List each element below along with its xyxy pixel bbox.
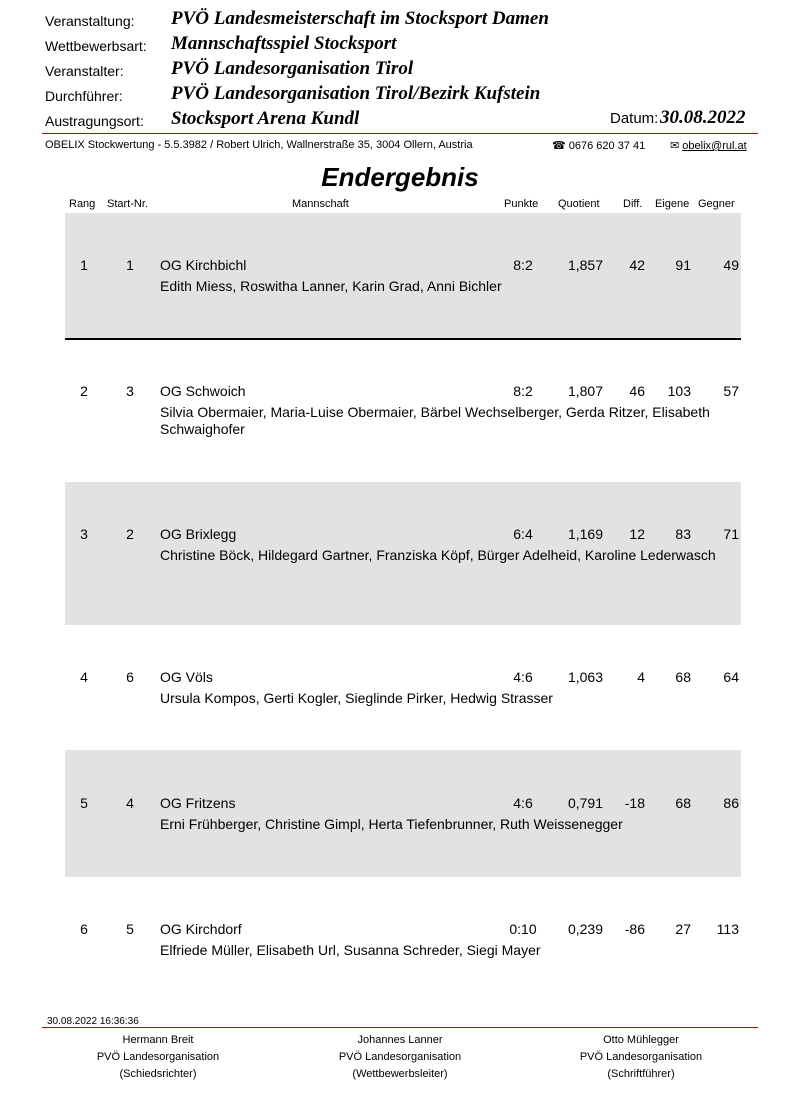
row-separator (65, 338, 741, 340)
signature-org: PVÖ Landesorganisation (96, 1051, 220, 1063)
cell-team: OG Völs (160, 669, 213, 685)
signature-name: Otto Mühlegger (603, 1034, 679, 1046)
cell-diff: -18 (624, 795, 645, 811)
cell-eigene: 103 (667, 383, 691, 399)
team-members: Elfriede Müller, Elisabeth Url, Susanna Schreder, Siegi Mayer (160, 942, 541, 958)
cell-startnr: 1 (126, 257, 134, 273)
cell-punkte: 6:4 (513, 526, 533, 542)
signature-schiedsrichter (48, 1032, 268, 1083)
cell-eigene: 68 (675, 669, 691, 685)
signature-role: (Schiedsrichter) (119, 1068, 197, 1080)
cell-eigene: 27 (675, 921, 691, 937)
cell-rang: 2 (80, 383, 88, 399)
row-band (65, 213, 741, 338)
header-value: Stocksport Arena Kundl (171, 108, 360, 129)
cell-gegner: 71 (723, 526, 739, 542)
cell-quotient: 0,791 (567, 795, 603, 811)
column-header-eigene: Eigene (655, 198, 690, 210)
cell-gegner: 64 (723, 669, 739, 685)
footer-divider (42, 1027, 758, 1028)
cell-diff: 42 (629, 257, 645, 273)
cell-team: OG Kirchbichl (160, 257, 247, 273)
page-title: Endergebnis (321, 162, 479, 192)
cell-team: OG Fritzens (160, 795, 236, 811)
team-members: Christine Böck, Hildegard Gartner, Franziska Köpf, Bürger Adelheid, Karoline Lederwasch (160, 547, 716, 563)
signature-role: (Schriftführer) (607, 1068, 675, 1080)
cell-quotient: 1,169 (567, 526, 603, 542)
header-row-veranstaltung (45, 8, 765, 33)
column-header-startnr: Start-Nr. (107, 198, 148, 210)
cell-diff: 12 (629, 526, 645, 542)
email-link[interactable]: obelix@rul.at (682, 140, 747, 152)
column-header-quotient: Quotient (558, 198, 600, 210)
cell-quotient: 0,239 (567, 921, 603, 937)
cell-quotient: 1,807 (567, 383, 603, 399)
signature-role: (Wettbewerbsleiter) (352, 1068, 448, 1080)
cell-gegner: 113 (716, 921, 739, 937)
column-header-mannschaft: Mannschaft (292, 198, 349, 210)
cell-team: OG Kirchdorf (160, 921, 242, 937)
cell-quotient: 1,063 (567, 669, 603, 685)
cell-diff: 46 (629, 383, 645, 399)
cell-startnr: 2 (126, 526, 134, 542)
signature-name: Hermann Breit (122, 1034, 194, 1046)
cell-team: OG Schwoich (160, 383, 246, 399)
cell-rang: 6 (80, 921, 88, 937)
header-row-durchfuehrer (45, 83, 765, 108)
signature-org: PVÖ Landesorganisation (338, 1051, 462, 1063)
cell-rang: 4 (80, 669, 88, 685)
column-header-punkte: Punkte (504, 198, 539, 210)
cell-gegner: 57 (723, 383, 739, 399)
cell-startnr: 6 (126, 669, 134, 685)
header-label: Veranstalter: (45, 63, 124, 79)
cell-gegner: 86 (723, 795, 739, 811)
cell-startnr: 4 (126, 795, 134, 811)
datum-value: 30.08.2022 (660, 107, 746, 128)
signature-org: PVÖ Landesorganisation (579, 1051, 703, 1063)
team-members: Ursula Kompos, Gerti Kogler, Sieglinde Pirker, Hedwig Strasser (160, 690, 553, 706)
print-timestamp: 30.08.2022 16:36:36 (47, 1016, 139, 1027)
cell-rang: 1 (80, 257, 88, 273)
team-members: Edith Miess, Roswitha Lanner, Karin Grad, Anni Bichler (160, 278, 502, 294)
email-info (670, 139, 747, 152)
cell-eigene: 91 (675, 257, 691, 273)
cell-diff: 4 (637, 669, 645, 685)
cell-punkte: 4:6 (513, 669, 533, 685)
column-header-gegner: Gegner (698, 198, 735, 210)
header-value: PVÖ Landesorganisation Tirol (171, 58, 414, 79)
header-divider (42, 133, 758, 134)
header-value: Mannschaftsspiel Stocksport (171, 33, 397, 54)
envelope-icon: ✉ (670, 140, 680, 152)
cell-punkte: 0:10 (509, 921, 537, 937)
cell-punkte: 8:2 (513, 257, 533, 273)
cell-rang: 3 (80, 526, 88, 542)
cell-startnr: 3 (126, 383, 134, 399)
datum-label: Datum: (610, 110, 659, 127)
phone-number: ☎ 0676 620 37 41 (552, 140, 646, 152)
software-info: OBELIX Stockwertung - 5.5.3982 / Robert Ulrich, Wallnerstraße 35, 3004 Ollern, Austria (45, 139, 473, 151)
column-header-rang: Rang (69, 198, 96, 210)
column-header-diff: Diff. (623, 198, 643, 210)
header-value: PVÖ Landesmeisterschaft im Stocksport Damen (171, 8, 549, 29)
team-members: Erni Frühberger, Christine Gimpl, Herta Tiefenbrunner, Ruth Weissenegger (160, 816, 623, 832)
header-label: Austragungsort: (45, 113, 144, 129)
header-row-veranstalter (45, 58, 765, 83)
signature-name: Johannes Lanner (357, 1034, 443, 1046)
cell-eigene: 68 (675, 795, 691, 811)
header-label: Wettbewerbsart: (45, 38, 147, 54)
cell-punkte: 8:2 (513, 383, 533, 399)
header-value: PVÖ Landesorganisation Tirol/Bezirk Kufstein (171, 83, 541, 104)
cell-rang: 5 (80, 795, 88, 811)
cell-quotient: 1,857 (567, 257, 603, 273)
cell-eigene: 83 (675, 526, 691, 542)
cell-startnr: 5 (126, 921, 134, 937)
cell-team: OG Brixlegg (160, 526, 237, 542)
header-row-wettbewerbsart (45, 33, 765, 58)
cell-punkte: 4:6 (513, 795, 533, 811)
header-label: Veranstaltung: (45, 13, 135, 29)
header-label: Durchführer: (45, 88, 123, 104)
cell-gegner: 49 (723, 257, 739, 273)
team-members: Silvia Obermaier, Maria-Luise Obermaier, Bärbel Wechselberger, Gerda Ritzer, Elisabeth Schwaighofer (160, 404, 710, 437)
signature-wettbewerbsleiter (290, 1032, 510, 1083)
cell-diff: -86 (624, 921, 645, 937)
signature-schriftfuehrer (531, 1032, 751, 1083)
row-band (65, 750, 741, 877)
